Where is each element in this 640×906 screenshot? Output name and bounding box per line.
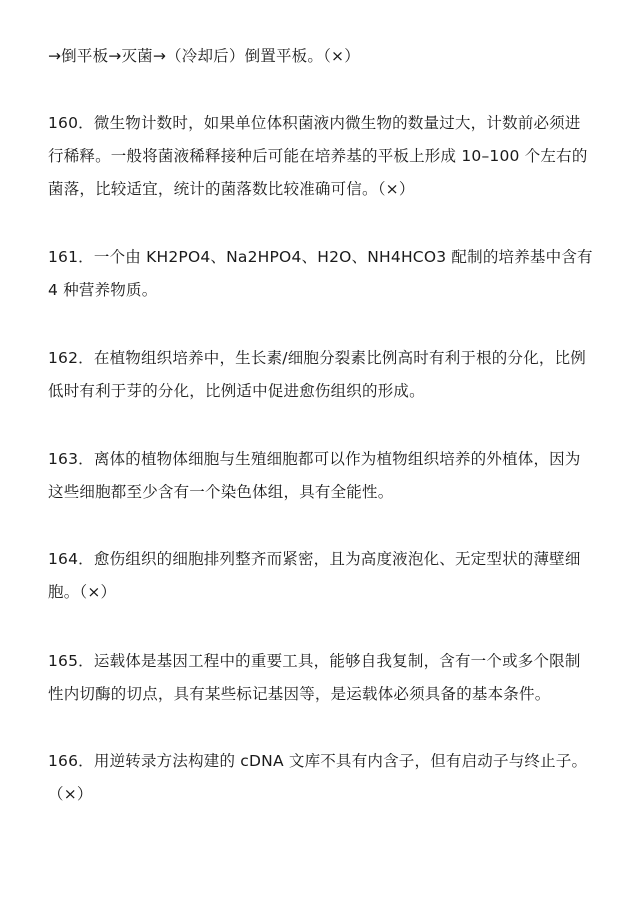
item-163: 163．离体的植物体细胞与生殖细胞都可以作为植物组织培养的外植体，因为这些细胞都至少含有一个染色体组，具有全能性。 — [48, 450, 581, 501]
item-161: 161．一个由 KH2PO4、Na2HPO4、H2O、NH4HCO3 配制的培养基中含有 4 种营养物质。 — [48, 248, 593, 299]
item-165: 165．运载体是基因工程中的重要工具，能够自我复制，含有一个或多个限制性内切酶的切点，具有某些标记基因等，是运载体必须具备的基本条件。 — [48, 652, 581, 703]
item-166: 166．用逆转录方法构建的 cDNA 文库不具有内含子，但有启动子与终止子。（×） — [48, 752, 588, 803]
item-164: 164．愈伤组织的细胞排列整齐而紧密，且为高度液泡化、无定型状的薄壁细胞。（×） — [48, 550, 581, 601]
item-160: 160．微生物计数时，如果单位体积菌液内微生物的数量过大，计数前必须进行稀释。一般将菌液稀释接种后可能在培养基的平板上形成 10–100 个左右的菌落，比较适宜，统计的菌落数比较准确可信。（×） — [48, 114, 588, 198]
item-162: 162．在植物组织培养中，生长素/细胞分裂素比例高时有利于根的分化，比例低时有利于芽的分化，比例适中促进愈伤组织的形成。 — [48, 349, 587, 400]
paragraph-continuation: →倒平板→灭菌→（冷却后）倒置平板。（×） — [48, 47, 360, 65]
